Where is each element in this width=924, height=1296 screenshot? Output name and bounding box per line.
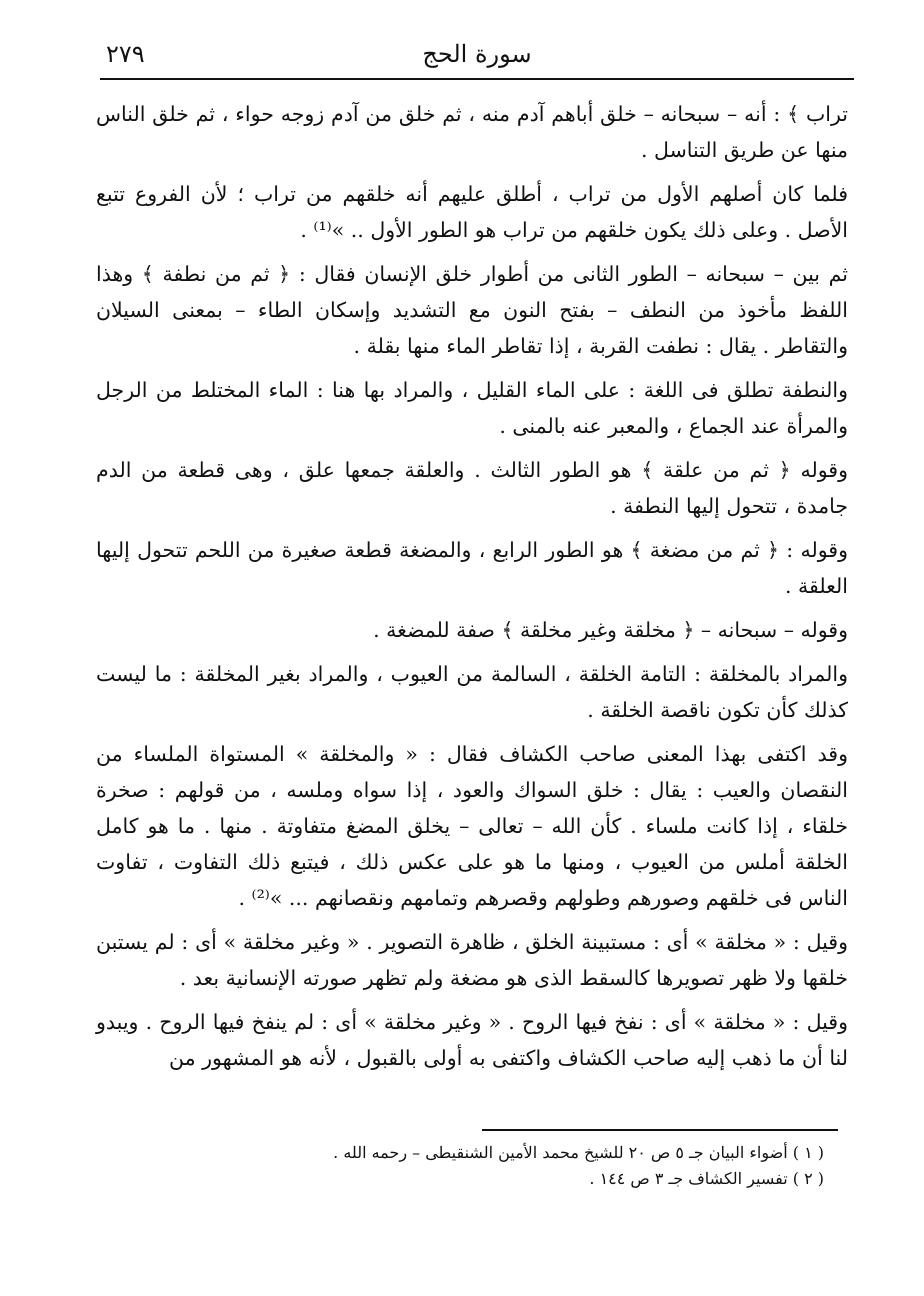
paragraph: فلما كان أصلهم الأول من تراب ، أطلق عليهم أنه خلقهم من تراب ؛ لأن الفروع تتبع الأصل . وعلى ذلك يكون خلقهم من تراب هو الطور الأول .. »⁽¹⁾ .: [96, 182, 848, 242]
paragraph: والمراد بالمخلقة : التامة الخلقة ، السالمة من العيوب ، والمراد بغير المخلقة : ما ليست كذلك كأن تكون ناقصة الخلقة .: [96, 662, 848, 722]
paragraph: تراب ﴾ : أنه – سبحانه – خلق أباهم آدم منه ، ثم خلق من آدم زوجه حواء ، ثم خلق الناس منها عن طريق التناسل .: [96, 102, 848, 162]
footnotes: [96, 1140, 824, 1192]
body-text: [96, 96, 848, 1084]
paragraph: ثم بين – سبحانه – الطور الثانى من أطوار خلق الإنسان فقال : ﴿ ثم من نطفة ﴾ وهذا اللفظ مأخوذ من النطف – بفتح النون مع التشديد وإسكان الطاء – بمعنى السيلان والتقاطر . يقال : نطفت القربة ، إذا تقاطر الماء منها بقلة .: [96, 262, 848, 358]
paragraph: وقوله : ﴿ ثم من مضغة ﴾ هو الطور الرابع ، والمضغة قطعة صغيرة من اللحم تتحول إليها العلقة .: [96, 538, 848, 598]
page-header: [100, 38, 854, 80]
paragraph: وقوله – سبحانه – ﴿ مخلقة وغير مخلقة ﴾ صفة للمضغة .: [373, 618, 848, 642]
paragraph: وقد اكتفى بهذا المعنى صاحب الكشاف فقال : « والمخلقة » المستواة الملساء من النقصان والعيب : يقال : خلق السواك والعود ، إذا سواه وملسه ، من قولهم : صخرة خلقاء ، إذا كانت ملساء . كأن الله – تعالى – يخلق المضغ متفاوتة . منها . ما هو كامل الخلقة أملس من العيوب ، ومنها ما هو على عكس ذلك ، فيتبع ذلك التفاوت ، تفاوت الناس فى خلقهم وصورهم وطولهم وقصرهم وتمامهم ونقصانهم ... »⁽²⁾ .: [96, 742, 848, 910]
footnote-divider: [482, 1129, 838, 1131]
paragraph: وقوله ﴿ ثم من علقة ﴾ هو الطور الثالث . والعلقة جمعها علق ، وهى قطعة من الدم جامدة ، تتحول إليها النطفة .: [96, 458, 848, 518]
paragraph: وقيل : « مخلقة » أى : مستبينة الخلق ، ظاهرة التصوير . « وغير مخلقة » أى : لم يستبن خلقها ولا ظهر تصويرها كالسقط الذى هو مضغة ولم تظهر صورته الإنسانية بعد .: [96, 930, 848, 990]
footnote: ( ٢ ) تفسير الكشاف جـ ٣ ص ١٤٤ .: [589, 1169, 824, 1188]
paragraph: وقيل : « مخلقة » أى : نفخ فيها الروح . « وغير مخلقة » أى : لم ينفخ فيها الروح . ويبدو لنا أن ما ذهب إليه صاحب الكشاف واكتفى به أولى بالقبول ، لأنه هو المشهور من: [96, 1010, 848, 1070]
running-title: سورة الحج: [422, 40, 532, 68]
footnote: ( ١ ) أضواء البيان جـ ٥ ص ٢٠ للشيخ محمد الأمين الشنقيطى – رحمه الله .: [333, 1143, 824, 1162]
paragraph: والنطفة تطلق فى اللغة : على الماء القليل ، والمراد بها هنا : الماء المختلط من الرجل والمرأة عند الجماع ، والمعبر عنه بالمنى .: [96, 378, 848, 438]
page-number: ٢٧٩: [106, 40, 145, 68]
